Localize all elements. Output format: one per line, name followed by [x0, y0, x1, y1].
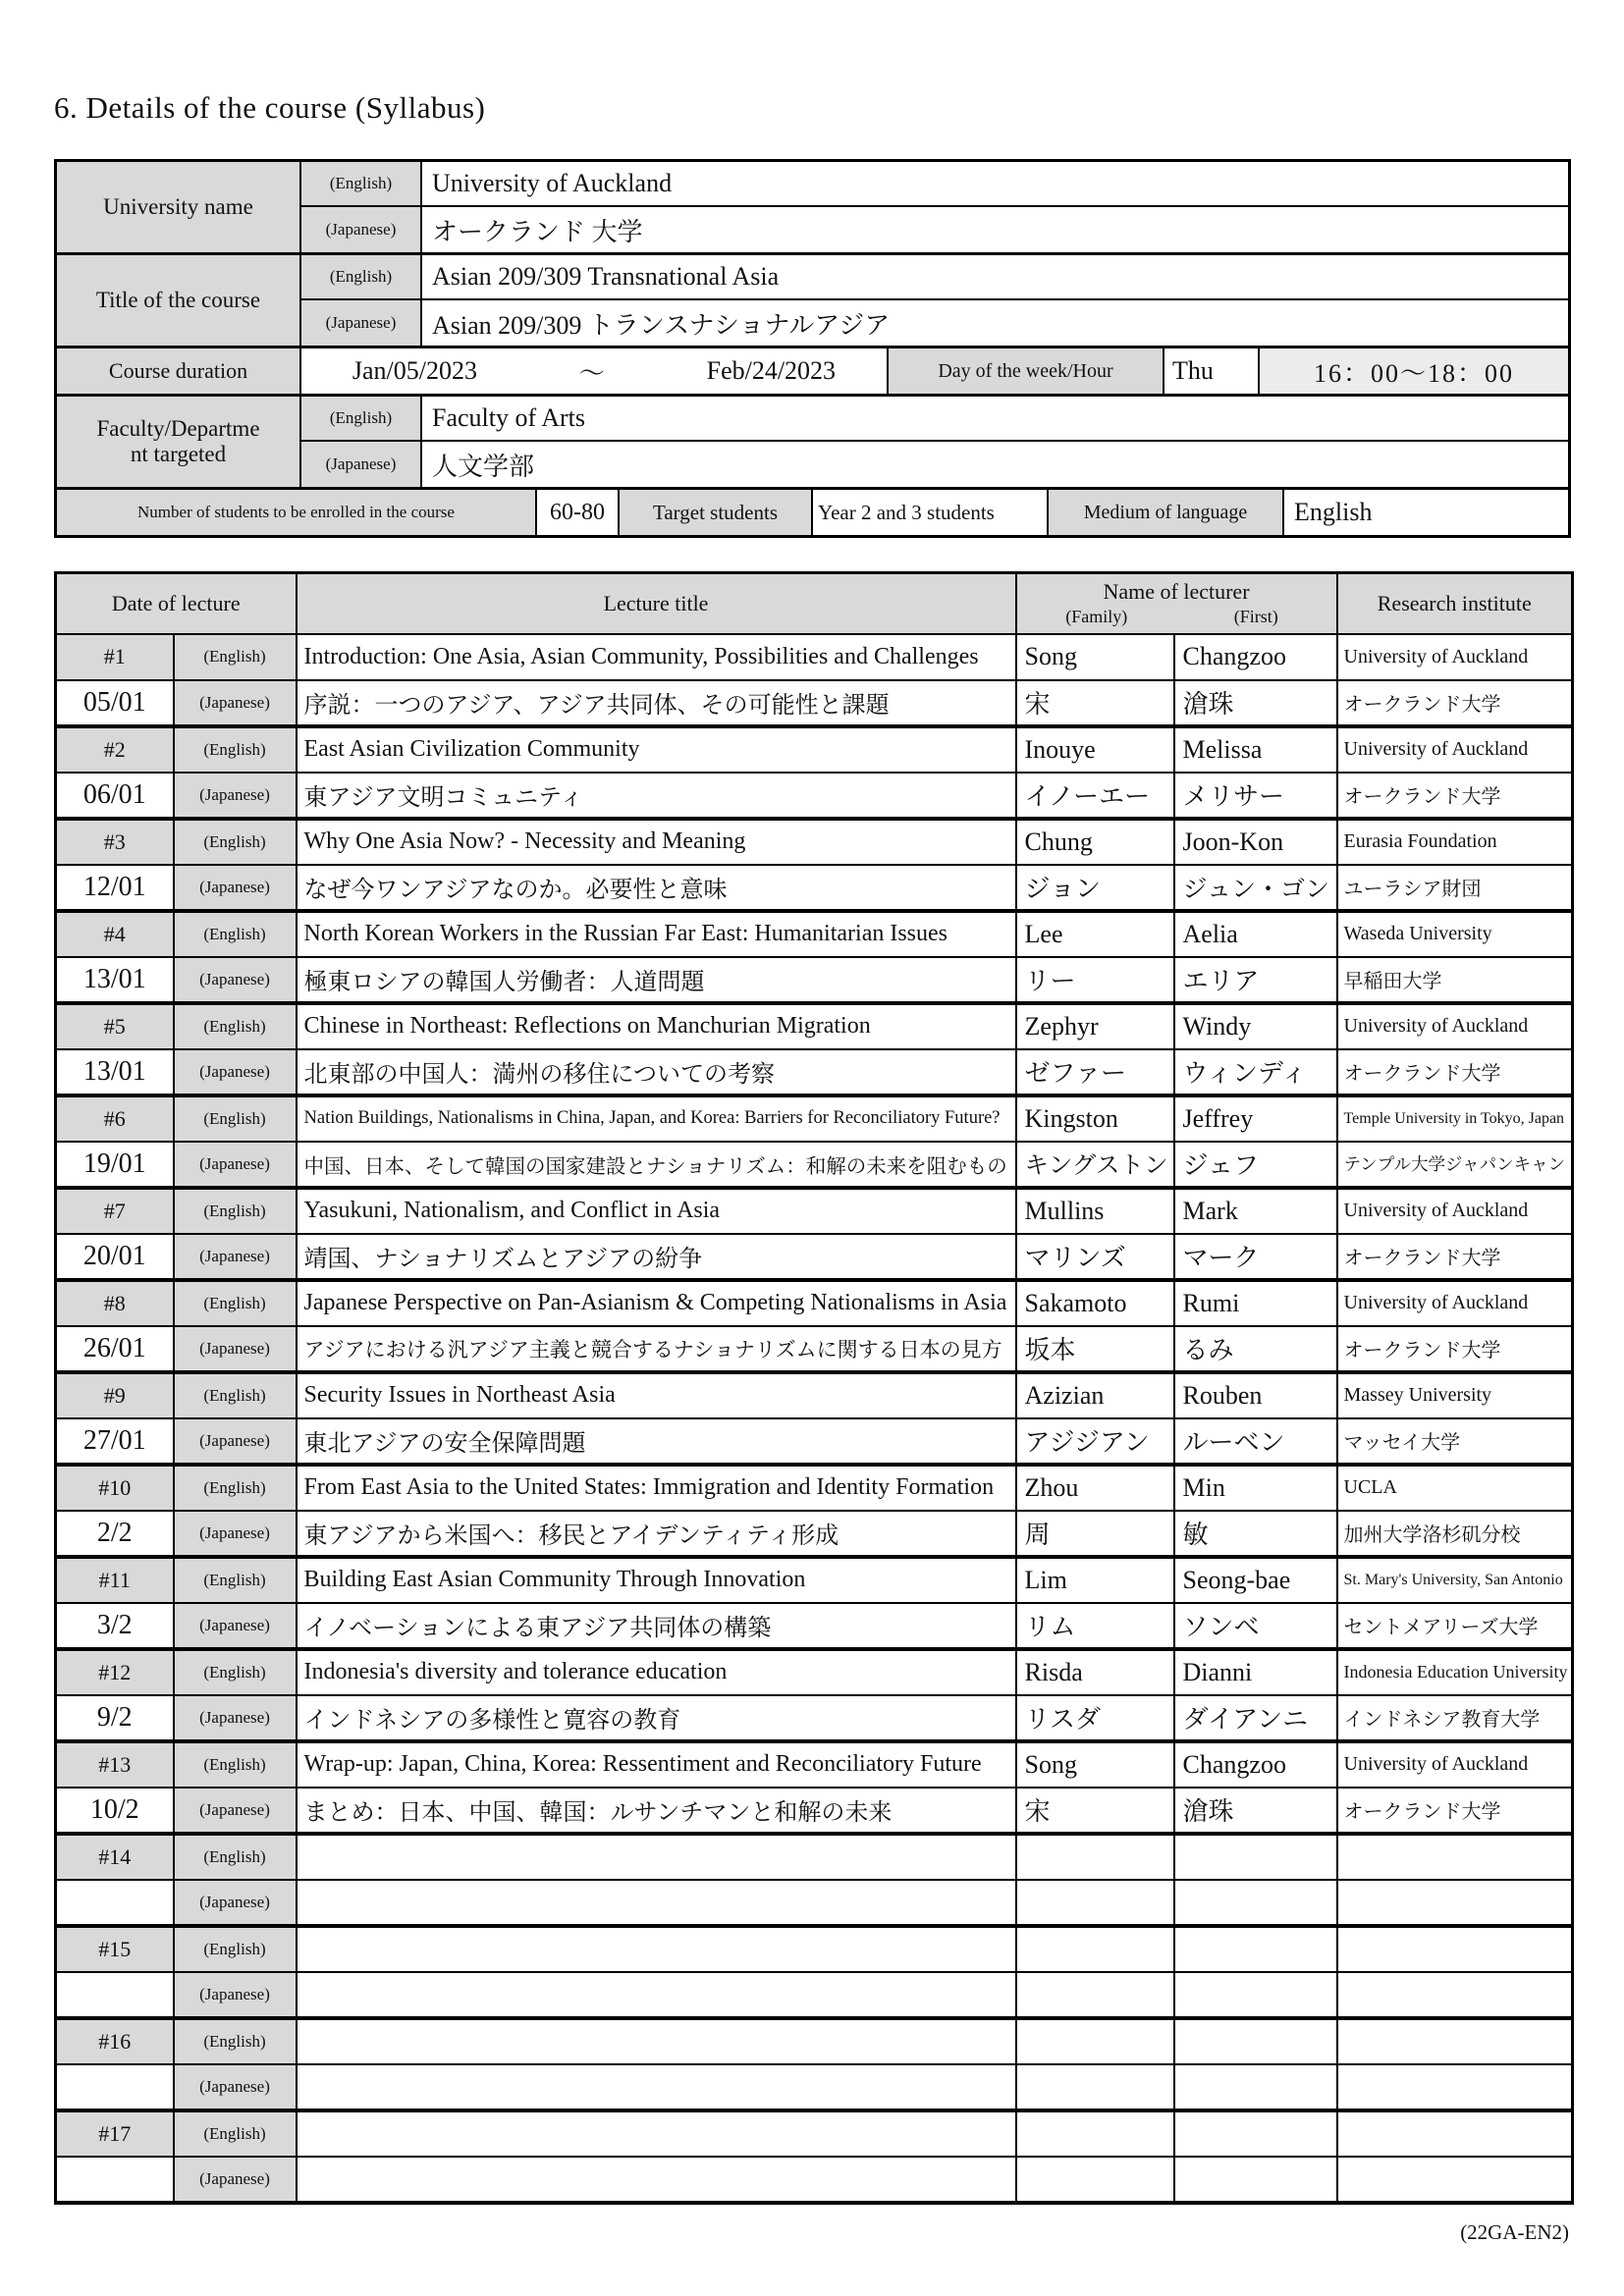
research-institute-english: Massey University — [1337, 1372, 1573, 1418]
lecture-title-english: Building East Asian Community Through Innovation — [297, 1557, 1016, 1603]
japanese-label: (Japanese) — [174, 1049, 297, 1095]
research-institute-english: University of Auckland — [1337, 1003, 1573, 1049]
research-institute-english: University of Auckland — [1337, 1188, 1573, 1234]
english-label: (English) — [301, 162, 422, 205]
japanese-label: (Japanese) — [301, 442, 422, 487]
lecture-table-header — [56, 573, 1573, 634]
lecture-date-cell — [56, 1972, 174, 2018]
lecture-row-japanese — [56, 1142, 1573, 1188]
lecture-number-cell: #1 — [56, 634, 174, 680]
lecture-row-japanese — [56, 1326, 1573, 1372]
lecturer-first-english: Rumi — [1174, 1280, 1337, 1326]
research-institute-english — [1337, 2110, 1573, 2157]
faculty-japanese: 人文学部 — [432, 452, 535, 481]
lecture-date-cell: 10/2 — [56, 1788, 174, 1834]
target-students-value: Year 2 and 3 students — [813, 490, 1049, 535]
japanese-label: (Japanese) — [174, 1972, 297, 2018]
lecturer-first-english: Changzoo — [1174, 634, 1337, 680]
duration-tilde: ～ — [578, 358, 605, 388]
research-institute-japanese: 早稲田大学 — [1337, 957, 1573, 1003]
university-name-label: University name — [57, 162, 301, 252]
lecture-number-cell: #9 — [56, 1372, 174, 1418]
japanese-label: (Japanese) — [174, 2064, 297, 2110]
lecture-row-english — [56, 1003, 1573, 1049]
lecture-title-japanese: 序説：一つのアジア、アジア共同体、その可能性と課題 — [297, 680, 1016, 726]
lecturer-first-japanese — [1174, 2157, 1337, 2203]
lecture-date-cell — [56, 2064, 174, 2110]
lecturer-first-japanese: 滄珠 — [1174, 680, 1337, 726]
lecture-row-japanese — [56, 2157, 1573, 2203]
enrollment-label: Number of students to be enrolled in the course — [57, 490, 537, 535]
lecture-title-english: Why One Asia Now? - Necessity and Meaning — [297, 819, 1016, 865]
japanese-label: (Japanese) — [174, 1234, 297, 1280]
form-code: (22GA-EN2) — [1460, 2219, 1569, 2244]
lecturer-first-japanese: ソンベ — [1174, 1603, 1337, 1649]
english-label: (English) — [174, 911, 297, 957]
research-institute-english — [1337, 1834, 1573, 1880]
english-label: (English) — [174, 1372, 297, 1418]
english-label: (English) — [174, 1188, 297, 1234]
lecturer-first-english: Joon-Kon — [1174, 819, 1337, 865]
research-institute-english: UCLA — [1337, 1465, 1573, 1511]
lecture-date-cell: 05/01 — [56, 680, 174, 726]
hour-value: 16：00～18：00 — [1260, 348, 1568, 394]
lecture-title-english: North Korean Workers in the Russian Far East: Humanitarian Issues — [297, 911, 1016, 957]
lecture-row-english — [56, 1280, 1573, 1326]
lecture-title-japanese: 東北アジアの安全保障問題 — [297, 1418, 1016, 1465]
lecture-number-cell: #15 — [56, 1926, 174, 1972]
lecturer-first-japanese: メリサー — [1174, 773, 1337, 819]
japanese-label: (Japanese) — [174, 2157, 297, 2203]
lecture-title-english: Introduction: One Asia, Asian Community, Possibilities and Challenges — [297, 634, 1016, 680]
lecture-table-body — [56, 634, 1573, 2203]
lecture-number-cell: #14 — [56, 1834, 174, 1880]
lecture-number-cell: #5 — [56, 1003, 174, 1049]
lecturer-family-japanese: イノーエー — [1016, 773, 1174, 819]
lecturer-first-english: Aelia — [1174, 911, 1337, 957]
course-info-table — [54, 159, 1571, 538]
lecture-row-english — [56, 1741, 1573, 1788]
research-institute-japanese — [1337, 2064, 1573, 2110]
lecture-title-japanese — [297, 2064, 1016, 2110]
lecture-row-japanese — [56, 1788, 1573, 1834]
research-institute-english — [1337, 1926, 1573, 1972]
lecturer-first-english — [1174, 2110, 1337, 2157]
lecture-title-english: Yasukuni, Nationalism, and Conflict in Asia — [297, 1188, 1016, 1234]
lecture-title-english: Chinese in Northeast: Reflections on Manchurian Migration — [297, 1003, 1016, 1049]
lecturer-first-japanese: 滄珠 — [1174, 1788, 1337, 1834]
day-of-week-value: Thu — [1164, 348, 1260, 394]
lecture-title-japanese: 極東ロシアの韓国人労働者：人道問題 — [297, 957, 1016, 1003]
lecture-title-japanese: まとめ：日本、中国、韓国：ルサンチマンと和解の未来 — [297, 1788, 1016, 1834]
lecturer-family-english — [1016, 1926, 1174, 1972]
japanese-label: (Japanese) — [174, 865, 297, 911]
lecturer-first-japanese: るみ — [1174, 1326, 1337, 1372]
lecture-number-cell: #7 — [56, 1188, 174, 1234]
lecture-row-english — [56, 634, 1573, 680]
lecture-row-english — [56, 1557, 1573, 1603]
lecturer-family-english — [1016, 1834, 1174, 1880]
lecture-title-english: Wrap-up: Japan, China, Korea: Ressentiment and Reconciliatory Future — [297, 1741, 1016, 1788]
lecture-row-japanese — [56, 1511, 1573, 1557]
lecture-row-english — [56, 1926, 1573, 1972]
lecturer-family-english: Risda — [1016, 1649, 1174, 1695]
lecture-title-english — [297, 2110, 1016, 2157]
lecturer-family-japanese: リー — [1016, 957, 1174, 1003]
lecture-number-cell: #8 — [56, 1280, 174, 1326]
lecture-title-english: Indonesia's diversity and tolerance education — [297, 1649, 1016, 1695]
lecture-date-cell: 2/2 — [56, 1511, 174, 1557]
course-duration-label: Course duration — [57, 348, 301, 394]
japanese-label: (Japanese) — [174, 1511, 297, 1557]
lecture-title-japanese — [297, 1880, 1016, 1926]
lecturer-first-japanese — [1174, 1880, 1337, 1926]
lecturer-first-japanese: ジェフ — [1174, 1142, 1337, 1188]
lecture-title-japanese: なぜ今ワンアジアなのか。必要性と意味 — [297, 865, 1016, 911]
lecturer-first-japanese — [1174, 1972, 1337, 2018]
lecture-date-cell — [56, 2157, 174, 2203]
lecture-title-english — [297, 2018, 1016, 2064]
medium-of-language-label: Medium of language — [1049, 490, 1284, 535]
faculty-label-line1: Faculty/Departme — [96, 415, 260, 441]
japanese-label: (Japanese) — [301, 300, 422, 346]
faculty-label — [57, 397, 301, 487]
lecturer-first-english: Seong-bae — [1174, 1557, 1337, 1603]
lecturer-first-japanese: 敏 — [1174, 1511, 1337, 1557]
lecture-date-cell: 26/01 — [56, 1326, 174, 1372]
lecture-date-cell: 20/01 — [56, 1234, 174, 1280]
lecture-date-cell: 3/2 — [56, 1603, 174, 1649]
header-family: (Family) — [1065, 607, 1128, 627]
lecture-number-cell: #13 — [56, 1741, 174, 1788]
lecture-row-english — [56, 1188, 1573, 1234]
lecture-date-cell: 06/01 — [56, 773, 174, 819]
lecture-title-japanese: 靖国、ナショナリズムとアジアの紛争 — [297, 1234, 1016, 1280]
lecturer-family-japanese: キングストン — [1016, 1142, 1174, 1188]
english-label: (English) — [174, 1465, 297, 1511]
faculty-label-line2: nt targeted — [130, 442, 227, 466]
lecturer-family-japanese — [1016, 2064, 1174, 2110]
english-label: (English) — [174, 1649, 297, 1695]
lecture-title-japanese: 東アジアから米国へ：移民とアイデンティティ形成 — [297, 1511, 1016, 1557]
research-institute-english: University of Auckland — [1337, 1280, 1573, 1326]
japanese-label: (Japanese) — [174, 1418, 297, 1465]
lecturer-first-japanese: エリア — [1174, 957, 1337, 1003]
research-institute-japanese: オークランド大学 — [1337, 680, 1573, 726]
lecture-row-japanese — [56, 1972, 1573, 2018]
lecturer-family-english: Lee — [1016, 911, 1174, 957]
lecturer-family-japanese: 宋 — [1016, 680, 1174, 726]
lecturer-family-english: Azizian — [1016, 1372, 1174, 1418]
lecturer-first-english — [1174, 1926, 1337, 1972]
research-institute-english: Waseda University — [1337, 911, 1573, 957]
lecturer-family-english: Kingston — [1016, 1095, 1174, 1142]
lecture-number-cell: #10 — [56, 1465, 174, 1511]
lecturer-first-japanese: マーク — [1174, 1234, 1337, 1280]
lecture-title-english: From East Asia to the United States: Immigration and Identity Formation — [297, 1465, 1016, 1511]
faculty-section — [57, 397, 1568, 490]
lecture-row-japanese — [56, 1880, 1573, 1926]
english-label: (English) — [174, 819, 297, 865]
english-label: (English) — [174, 1280, 297, 1326]
lecture-row-english — [56, 1095, 1573, 1142]
lecturer-family-english: Chung — [1016, 819, 1174, 865]
lecture-row-japanese — [56, 2064, 1573, 2110]
lecturer-first-japanese: ウィンディ — [1174, 1049, 1337, 1095]
lecture-title-japanese — [297, 1972, 1016, 2018]
lecture-number-cell: #6 — [56, 1095, 174, 1142]
lecturer-family-japanese: リム — [1016, 1603, 1174, 1649]
research-institute-english: University of Auckland — [1337, 726, 1573, 773]
lecturer-family-japanese: ジョン — [1016, 865, 1174, 911]
english-label: (English) — [174, 2110, 297, 2157]
research-institute-japanese — [1337, 2157, 1573, 2203]
lecture-number-cell: #2 — [56, 726, 174, 773]
lecturer-family-japanese: マリンズ — [1016, 1234, 1174, 1280]
english-label: (English) — [174, 1741, 297, 1788]
lecturer-first-japanese: ルーベン — [1174, 1418, 1337, 1465]
lecture-row-japanese — [56, 773, 1573, 819]
lecturer-family-english: Song — [1016, 1741, 1174, 1788]
university-name-japanese: オークランド 大学 — [432, 217, 643, 246]
lecturer-family-english: Sakamoto — [1016, 1280, 1174, 1326]
header-name-of-lecturer — [1016, 573, 1337, 634]
english-label: (English) — [301, 397, 422, 440]
english-label: (English) — [174, 1003, 297, 1049]
enrollment-section — [57, 490, 1568, 535]
lecturer-family-japanese: 坂本 — [1016, 1326, 1174, 1372]
research-institute-japanese: マッセイ大学 — [1337, 1418, 1573, 1465]
japanese-label: (Japanese) — [174, 1788, 297, 1834]
research-institute-english: University of Auckland — [1337, 1741, 1573, 1788]
lecture-row-english — [56, 1372, 1573, 1418]
lecturer-first-english: Mark — [1174, 1188, 1337, 1234]
lecturer-family-japanese — [1016, 1972, 1174, 2018]
lecture-row-japanese — [56, 1049, 1573, 1095]
course-title-japanese: Asian 209/309 トランスナショナルアジア — [432, 310, 891, 340]
lecture-number-cell: #3 — [56, 819, 174, 865]
course-duration-value — [301, 348, 889, 394]
lecturer-first-english: Windy — [1174, 1003, 1337, 1049]
research-institute-japanese: セントメアリーズ大学 — [1337, 1603, 1573, 1649]
lecture-title-english — [297, 1926, 1016, 1972]
faculty-english: Faculty of Arts — [432, 403, 585, 432]
lecture-number-cell: #11 — [56, 1557, 174, 1603]
lecture-date-cell: 9/2 — [56, 1695, 174, 1741]
medium-of-language-value: English — [1294, 498, 1373, 526]
lecture-number-cell: #4 — [56, 911, 174, 957]
course-title-section — [57, 255, 1568, 348]
header-lecture-title: Lecture title — [297, 573, 1016, 634]
lecture-date-cell: 13/01 — [56, 1049, 174, 1095]
lecture-schedule-table — [54, 571, 1574, 2205]
lecture-row-english — [56, 1649, 1573, 1695]
header-research-institute: Research institute — [1337, 573, 1573, 634]
research-institute-english: Eurasia Foundation — [1337, 819, 1573, 865]
header-lecturer-line1: Name of lecturer — [1103, 579, 1250, 605]
day-of-week-hour-label: Day of the week/Hour — [889, 348, 1164, 394]
lecture-row-english — [56, 911, 1573, 957]
lecture-title-japanese: アジアにおける汎アジア主義と競合するナショナリズムに関する日本の見方 — [297, 1326, 1016, 1372]
japanese-label: (Japanese) — [174, 680, 297, 726]
lecture-title-english — [297, 1834, 1016, 1880]
lecture-title-japanese: イノベーションによる東アジア共同体の構築 — [297, 1603, 1016, 1649]
english-label: (English) — [174, 1926, 297, 1972]
research-institute-english: St. Mary's University, San Antonio — [1337, 1557, 1573, 1603]
lecture-title-english: East Asian Civilization Community — [297, 726, 1016, 773]
research-institute-japanese — [1337, 1880, 1573, 1926]
lecture-row-english — [56, 1834, 1573, 1880]
enrollment-value: 60-80 — [537, 490, 620, 535]
lecturer-first-english: Changzoo — [1174, 1741, 1337, 1788]
lecturer-family-japanese — [1016, 1880, 1174, 1926]
research-institute-japanese: テンプル大学ジャパンキャン — [1337, 1142, 1573, 1188]
course-title-label: Title of the course — [57, 255, 301, 346]
research-institute-japanese: ユーラシア財団 — [1337, 865, 1573, 911]
course-title-english: Asian 209/309 Transnational Asia — [432, 262, 780, 291]
university-name-english: University of Auckland — [432, 169, 673, 197]
lecturer-family-english: Inouye — [1016, 726, 1174, 773]
lecture-row-english — [56, 819, 1573, 865]
lecture-title-japanese: 東アジア文明コミュニティ — [297, 773, 1016, 819]
research-institute-english: Indonesia Education University — [1337, 1649, 1573, 1695]
lecturer-family-english: Zhou — [1016, 1465, 1174, 1511]
lecturer-first-english: Min — [1174, 1465, 1337, 1511]
lecture-row-japanese — [56, 957, 1573, 1003]
lecture-row-japanese — [56, 865, 1573, 911]
lecturer-family-english: Lim — [1016, 1557, 1174, 1603]
research-institute-japanese: オークランド大学 — [1337, 773, 1573, 819]
lecturer-first-japanese: ジュン・ゴン — [1174, 865, 1337, 911]
english-label: (English) — [174, 2018, 297, 2064]
research-institute-japanese: 加州大学洛杉矶分校 — [1337, 1511, 1573, 1557]
header-date-of-lecture: Date of lecture — [56, 573, 297, 634]
lecturer-first-japanese: ダイアンニ — [1174, 1695, 1337, 1741]
lecture-row-english — [56, 726, 1573, 773]
lecturer-family-english — [1016, 2110, 1174, 2157]
lecture-row-japanese — [56, 1234, 1573, 1280]
lecturer-family-japanese: アジジアン — [1016, 1418, 1174, 1465]
english-label: (English) — [174, 634, 297, 680]
lecture-number-cell: #17 — [56, 2110, 174, 2157]
japanese-label: (Japanese) — [174, 1326, 297, 1372]
lecturer-family-english: Song — [1016, 634, 1174, 680]
lecturer-first-english: Jeffrey — [1174, 1095, 1337, 1142]
lecture-number-cell: #12 — [56, 1649, 174, 1695]
lecturer-family-japanese: 周 — [1016, 1511, 1174, 1557]
course-duration-section — [57, 348, 1568, 397]
lecture-row-japanese — [56, 1603, 1573, 1649]
english-label: (English) — [174, 726, 297, 773]
research-institute-japanese: オークランド大学 — [1337, 1049, 1573, 1095]
duration-end-date: Feb/24/2023 — [706, 356, 837, 385]
research-institute-english: University of Auckland — [1337, 634, 1573, 680]
japanese-label: (Japanese) — [174, 1880, 297, 1926]
research-institute-japanese — [1337, 1972, 1573, 2018]
lecture-row-english — [56, 1465, 1573, 1511]
lecturer-family-japanese: 宋 — [1016, 1788, 1174, 1834]
lecture-date-cell: 19/01 — [56, 1142, 174, 1188]
japanese-label: (Japanese) — [174, 1603, 297, 1649]
lecture-title-japanese — [297, 2157, 1016, 2203]
lecture-title-english: Japanese Perspective on Pan-Asianism & Competing Nationalisms in Asia — [297, 1280, 1016, 1326]
lecture-date-cell: 27/01 — [56, 1418, 174, 1465]
research-institute-japanese: インドネシア教育大学 — [1337, 1695, 1573, 1741]
english-label: (English) — [174, 1557, 297, 1603]
header-first: (First) — [1233, 607, 1278, 627]
lecturer-first-english: Dianni — [1174, 1649, 1337, 1695]
lecture-row-english — [56, 2110, 1573, 2157]
duration-start-date: Jan/05/2023 — [352, 356, 477, 385]
lecturer-family-japanese: リスダ — [1016, 1695, 1174, 1741]
lecture-title-japanese: 北東部の中国人：満州の移住についての考察 — [297, 1049, 1016, 1095]
lecture-row-japanese — [56, 1695, 1573, 1741]
english-label: (English) — [174, 1095, 297, 1142]
japanese-label: (Japanese) — [174, 957, 297, 1003]
lecturer-family-english: Mullins — [1016, 1188, 1174, 1234]
research-institute-english: Temple University in Tokyo, Japan — [1337, 1095, 1573, 1142]
japanese-label: (Japanese) — [301, 207, 422, 252]
research-institute-english — [1337, 2018, 1573, 2064]
lecturer-first-english: Rouben — [1174, 1372, 1337, 1418]
lecturer-family-english — [1016, 2018, 1174, 2064]
university-name-section — [57, 162, 1568, 255]
japanese-label: (Japanese) — [174, 1695, 297, 1741]
lecturer-first-english — [1174, 2018, 1337, 2064]
lecturer-first-english — [1174, 1834, 1337, 1880]
lecture-title-english: Nation Buildings, Nationalisms in China, Japan, and Korea: Barriers for Reconciliatory Future? — [297, 1095, 1016, 1142]
lecture-title-english: Security Issues in Northeast Asia — [297, 1372, 1016, 1418]
english-label: (English) — [174, 1834, 297, 1880]
lecture-row-english — [56, 2018, 1573, 2064]
english-label: (English) — [301, 255, 422, 298]
lecturer-family-english: Zephyr — [1016, 1003, 1174, 1049]
lecture-title-japanese: 中国、日本、そして韓国の国家建設とナショナリズム：和解の未来を阻むもの — [297, 1142, 1016, 1188]
lecturer-family-japanese: ゼファー — [1016, 1049, 1174, 1095]
lecture-title-japanese: インドネシアの多様性と寛容の教育 — [297, 1695, 1016, 1741]
lecturer-family-japanese — [1016, 2157, 1174, 2203]
japanese-label: (Japanese) — [174, 1142, 297, 1188]
page-title: 6. Details of the course (Syllabus) — [54, 90, 486, 125]
lecture-row-japanese — [56, 1418, 1573, 1465]
research-institute-japanese: オークランド大学 — [1337, 1326, 1573, 1372]
lecturer-first-japanese — [1174, 2064, 1337, 2110]
target-students-label: Target students — [620, 490, 813, 535]
research-institute-japanese: オークランド大学 — [1337, 1234, 1573, 1280]
lecture-date-cell — [56, 1880, 174, 1926]
lecture-date-cell: 13/01 — [56, 957, 174, 1003]
lecturer-first-english: Melissa — [1174, 726, 1337, 773]
lecture-date-cell: 12/01 — [56, 865, 174, 911]
japanese-label: (Japanese) — [174, 773, 297, 819]
lecture-number-cell: #16 — [56, 2018, 174, 2064]
research-institute-japanese: オークランド大学 — [1337, 1788, 1573, 1834]
lecture-row-japanese — [56, 680, 1573, 726]
